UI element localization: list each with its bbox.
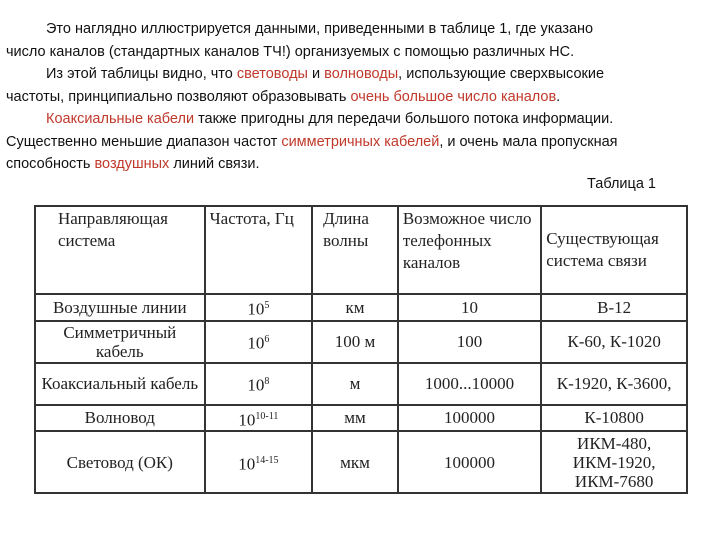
highlight-symmetric-cables: симметричных кабелей xyxy=(281,133,440,150)
freq-exp: 8 xyxy=(264,376,270,388)
cell-existing: В-12 xyxy=(541,294,687,321)
table-row xyxy=(35,405,687,432)
cell-system: Воздушные линии xyxy=(35,294,205,321)
freq-base: 10 xyxy=(247,375,265,395)
paragraph-1-line-2: число каналов (стандартных каналов ТЧ!) организуемых с помощью различных НС. xyxy=(6,43,575,60)
highlight-waveguides: волноводы xyxy=(324,66,399,82)
cell-frequency xyxy=(205,321,313,363)
paragraph-3-line-3 xyxy=(6,153,706,176)
header-existing: Существующая система связи xyxy=(541,206,687,294)
cell-channels: 100000 xyxy=(398,405,541,432)
comparison-table xyxy=(34,205,688,494)
freq-exp: 6 xyxy=(264,334,270,346)
text: частоты, принципиально позволяют образовывать xyxy=(6,88,351,105)
text: . xyxy=(556,88,561,105)
paragraph-3-line-2 xyxy=(6,131,706,154)
highlight-lightguides: световоды xyxy=(236,66,308,82)
freq-base: 10 xyxy=(247,299,265,319)
cell-frequency xyxy=(205,431,313,493)
cell-system: Симметричный кабель xyxy=(35,321,205,363)
text: и xyxy=(307,66,325,82)
cell-wavelength: 100 м xyxy=(312,321,398,363)
table-row xyxy=(35,363,687,405)
highlight-coax-cables: Коаксиальные кабели xyxy=(46,111,195,127)
freq-base: 10 xyxy=(238,454,256,474)
cell-wavelength: мм xyxy=(312,405,398,432)
text: , и очень мала пропускная xyxy=(439,133,618,150)
paragraph-1 xyxy=(6,18,706,63)
paragraph-2-line-2 xyxy=(6,86,706,109)
paragraph-3-line-1 xyxy=(6,108,706,131)
cell-system: Коаксиальный кабель xyxy=(35,363,205,405)
cell-wavelength: мкм xyxy=(312,431,398,493)
cell-existing: К-60, К-1020 xyxy=(541,321,687,363)
header-frequency: Частота, Гц xyxy=(205,206,313,294)
cell-existing: ИКМ-480, ИКМ-1920, ИКМ-7680 xyxy=(541,431,687,493)
cell-channels: 10 xyxy=(398,294,541,321)
table-row xyxy=(35,431,687,493)
cell-frequency xyxy=(205,294,313,321)
freq-base: 10 xyxy=(238,410,256,430)
header-channels: Возможное число телефонных каналов xyxy=(398,206,541,294)
table-row xyxy=(35,294,687,321)
paragraph-2-line-1 xyxy=(6,63,706,86)
freq-exp: 5 xyxy=(264,300,270,311)
highlight-many-channels: очень большое число каналов xyxy=(350,88,557,105)
header-system: Направляющая система xyxy=(35,206,205,294)
paragraph-1-line-1: Это наглядно иллюстрируется данными, приведенными в таблице 1, где указано xyxy=(46,21,594,37)
table-row xyxy=(35,321,687,363)
cell-system: Световод (ОК) xyxy=(35,431,205,493)
cell-frequency xyxy=(205,405,313,432)
cell-system: Волновод xyxy=(35,405,205,432)
cell-channels: 100000 xyxy=(398,431,541,493)
cell-existing: К-10800 xyxy=(541,405,687,432)
highlight-overhead: воздушных xyxy=(94,156,170,172)
cell-channels: 1000...10000 xyxy=(398,363,541,405)
freq-base: 10 xyxy=(247,333,265,353)
text: линий связи. xyxy=(169,156,260,172)
text: Из этой таблицы видно, что xyxy=(46,66,237,82)
cell-frequency xyxy=(205,363,313,405)
text: Существенно меньшие диапазон частот xyxy=(6,133,282,150)
cell-existing: К-1920, К-3600, xyxy=(541,363,687,405)
cell-wavelength: м xyxy=(312,363,398,405)
cell-channels: 100 xyxy=(398,321,541,363)
cell-wavelength: км xyxy=(312,294,398,321)
text: , использующие сверхвысокие xyxy=(398,66,605,82)
paragraph-3 xyxy=(6,108,706,176)
header-wavelength: Длина волны xyxy=(312,206,398,294)
text: также пригодны для передачи большого потока информации. xyxy=(194,111,614,127)
freq-exp: 14-15 xyxy=(255,454,279,466)
table-header-row xyxy=(35,206,687,294)
paragraph-2 xyxy=(6,63,706,108)
text: способность xyxy=(6,156,95,172)
table-caption: Таблица 1 xyxy=(587,176,656,192)
freq-exp: 10-11 xyxy=(255,410,279,422)
